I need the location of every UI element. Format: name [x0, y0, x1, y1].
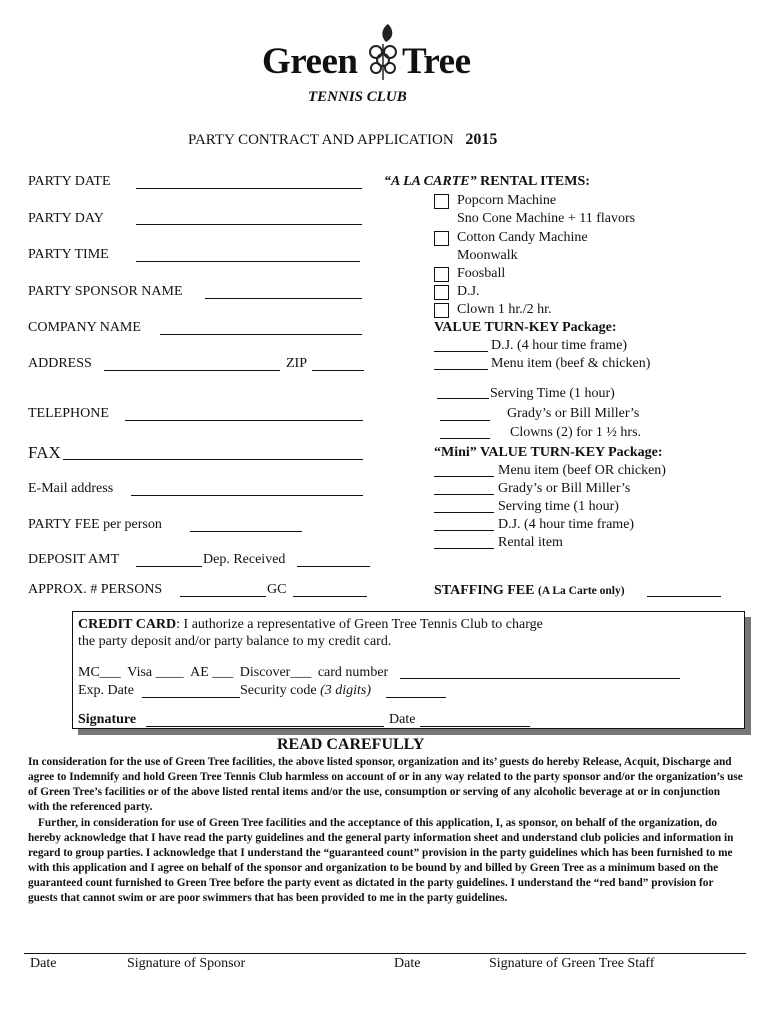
tree-leaf-icon [364, 22, 406, 82]
document-title [188, 131, 497, 149]
cc-date-field[interactable] [420, 726, 530, 727]
mini-item-gradys: Grady’s or Bill Miller’s [498, 481, 631, 496]
dep-received-field[interactable] [297, 566, 370, 567]
security-code-note: (3 digits) [320, 683, 372, 698]
cc-signature-label: Signature [78, 712, 137, 727]
cc-date-label: Date [389, 712, 416, 727]
party-fee-field[interactable] [190, 531, 302, 532]
logo-word-tree-wrap [402, 40, 471, 83]
party-day-label: PARTY DAY [28, 211, 104, 226]
rental-item-cotton-candy: Cotton Candy Machine [457, 230, 588, 245]
rental-heading-italic: “A LA CARTE” [384, 174, 477, 189]
party-date-label: PARTY DATE [28, 174, 111, 189]
rental-heading-rest: RENTAL ITEMS: [476, 174, 590, 189]
mini-rental-blank[interactable] [434, 548, 494, 549]
security-code-text: Security code [240, 683, 317, 698]
mini-item-dj: D.J. (4 hour time frame) [498, 517, 635, 532]
party-fee-label: PARTY FEE per person [28, 517, 162, 532]
security-code-field[interactable] [386, 697, 446, 698]
rental-item-popcorn: Popcorn Machine [457, 193, 557, 208]
deposit-amt-label: DEPOSIT AMT [28, 552, 120, 567]
dj-checkbox[interactable] [434, 285, 449, 300]
rental-item-moonwalk: Moonwalk [457, 248, 518, 263]
email-label: E-Mail address [28, 481, 114, 496]
release-paragraph: In consideration for the use of Green Tree facilities, the above listed sponsor, organization and its’ guests do hereby Release, Acquit, Discharge and agree to Indemnify and hold Green Tree Tennis Club harmless on account of or in any way related to the party sponsor and/or the organization’s use of Green Tree’s facilities or of the above listed rental items and/or the use, consumption or serving of any alcoholic beverage at or in conjunction with the referenced party. [28, 756, 743, 813]
approx-persons-label: APPROX. # PERSONS [28, 582, 163, 597]
rental-item-clown: Clown 1 hr./2 hr. [457, 302, 552, 317]
value-menu-blank[interactable] [434, 369, 488, 370]
foosball-checkbox[interactable] [434, 267, 449, 282]
cotton-candy-checkbox[interactable] [434, 231, 449, 246]
staffing-fee-note: (A La Carte only) [537, 585, 625, 597]
fax-label: FAX [28, 443, 61, 462]
security-code-label [240, 683, 371, 699]
document-title-text: PARTY CONTRACT AND APPLICATION [188, 132, 454, 148]
staffing-fee-label [434, 583, 625, 599]
credit-line1-text: : I authorize a representative of Green Tree Tennis Club to charge [176, 617, 543, 632]
value-clowns-blank[interactable] [440, 438, 490, 439]
credit-line2: the party deposit and/or party balance to my credit card. [78, 634, 392, 649]
clown-checkbox[interactable] [434, 303, 449, 318]
zip-label: ZIP [286, 356, 307, 371]
rental-item-sno-cone: Sno Cone Machine + 11 flavors [457, 211, 636, 226]
exp-date-field[interactable] [142, 697, 240, 698]
mini-item-rental: Rental item [498, 535, 563, 550]
approx-persons-field[interactable] [180, 596, 266, 597]
credit-line1 [78, 617, 543, 633]
mini-dj-blank[interactable] [434, 530, 494, 531]
staffing-fee-text: STAFFING FEE [434, 583, 535, 598]
card-number-field[interactable] [400, 678, 680, 679]
acknowledgement-paragraph: Further, in consideration for use of Green Tree facilities and the acceptance of this application, I, as sponsor, on behalf of the organization, do hereby acknowledge that I have read the party guidelines and the general party information sheet and understand club policies and information in regard to group parties. I acknowledge that I understand the “guaranteed count” provision in the party guidelines which has been furnished to me with this application and I agree on behalf of the sponsor and organization to be bound by and billed by Green Tree as a minimum based on the guaranteed count furnished to Green Tree before the party event as dictated in the party guidelines. I understand the “red band” provision for guests that cannot swim or are poor swimmers that has been provided to me in the party guidelines. [28, 817, 734, 904]
email-field[interactable] [131, 495, 363, 496]
footer-date-1: Date [30, 956, 57, 971]
footer-date-2: Date [394, 956, 421, 971]
card-types-row [78, 665, 388, 681]
address-label: ADDRESS [28, 356, 92, 371]
staffing-fee-field[interactable] [647, 596, 721, 597]
footer-signature-staff: Signature of Green Tree Staff [489, 956, 655, 971]
sponsor-name-label: PARTY SPONSOR NAME [28, 284, 183, 299]
mini-gradys-blank[interactable] [434, 494, 494, 495]
ae-option[interactable]: AE ___ [190, 665, 234, 680]
read-carefully-heading: READ CAREFULLY [277, 736, 425, 753]
card-number-label: card number [317, 665, 389, 680]
footer-signature-line[interactable] [24, 953, 746, 954]
value-item-serving: Serving Time (1 hour) [490, 386, 615, 401]
dep-received-label: Dep. Received [203, 552, 286, 567]
party-day-field[interactable] [136, 224, 362, 225]
gc-field[interactable] [293, 596, 367, 597]
value-item-dj: D.J. (4 hour time frame) [491, 338, 628, 353]
mini-item-serving: Serving time (1 hour) [498, 499, 619, 514]
gc-label: GC [267, 582, 287, 597]
value-item-gradys: Grady’s or Bill Miller’s [507, 406, 640, 421]
company-name-field[interactable] [160, 334, 362, 335]
value-dj-blank[interactable] [434, 351, 488, 352]
logo-word-green: Green [262, 41, 358, 82]
rental-item-dj: D.J. [457, 284, 480, 299]
mini-menu-blank[interactable] [434, 476, 494, 477]
party-date-field[interactable] [136, 188, 362, 189]
value-serving-blank[interactable] [437, 398, 489, 399]
deposit-amt-field[interactable] [136, 566, 202, 567]
credit-card-label: CREDIT CARD [78, 617, 177, 632]
discover-option[interactable]: Discover___ [239, 665, 312, 680]
sponsor-name-field[interactable] [205, 298, 362, 299]
telephone-label: TELEPHONE [28, 406, 109, 421]
rental-items-heading [384, 174, 590, 190]
telephone-field[interactable] [125, 420, 363, 421]
exp-date-label: Exp. Date [78, 683, 134, 698]
value-package-heading: VALUE TURN-KEY Package: [434, 320, 617, 335]
party-time-field[interactable] [136, 261, 360, 262]
value-gradys-blank[interactable] [440, 420, 490, 421]
footer-signature-sponsor: Signature of Sponsor [127, 956, 246, 971]
mini-serving-blank[interactable] [434, 512, 494, 513]
visa-option[interactable]: Visa ____ [127, 665, 184, 680]
mini-item-menu: Menu item (beef OR chicken) [498, 463, 666, 478]
value-item-clowns: Clowns (2) for 1 ½ hrs. [510, 425, 642, 440]
value-item-menu: Menu item (beef & chicken) [491, 356, 651, 371]
zip-field[interactable] [312, 370, 364, 371]
logo-word-tree: Tree [402, 41, 471, 82]
company-name-label: COMPANY NAME [28, 320, 141, 335]
rental-item-foosball: Foosball [457, 266, 506, 281]
cc-signature-field[interactable] [146, 726, 384, 727]
fax-field[interactable] [63, 459, 363, 460]
logo [262, 40, 357, 83]
document-year: 2015 [465, 131, 498, 148]
club-subtitle: TENNIS CLUB [308, 89, 407, 105]
popcorn-checkbox[interactable] [434, 194, 449, 209]
party-time-label: PARTY TIME [28, 247, 109, 262]
mc-option[interactable]: MC___ [78, 665, 121, 680]
address-field[interactable] [104, 370, 280, 371]
mini-package-heading: “Mini” VALUE TURN-KEY Package: [434, 445, 663, 460]
